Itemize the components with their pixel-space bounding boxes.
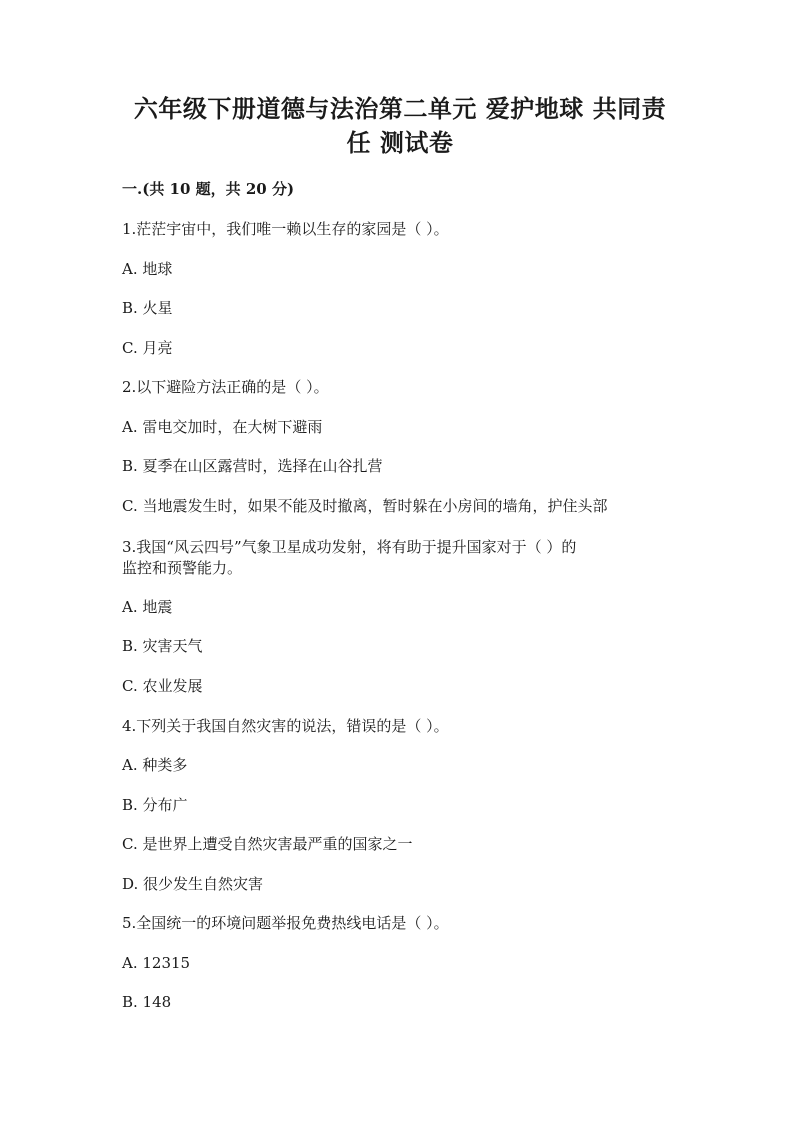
question-5-option-a: A. 12315 <box>122 954 191 972</box>
title-line-1: 六年级下册道德与法治第二单元 爱护地球 共同责 <box>133 94 667 123</box>
title-line-2: 任 测试卷 <box>346 128 454 157</box>
question-3-option-a: A. 地震 <box>122 598 173 616</box>
document-title <box>100 92 700 160</box>
question-4-option-b: B. 分布广 <box>122 796 188 814</box>
question-1-option-a: A. 地球 <box>122 260 173 278</box>
question-1-stem: 1.茫茫宇宙中，我们唯一赖以生存的家园是（ ）。 <box>122 220 449 238</box>
question-4-option-d: D. 很少发生自然灾害 <box>122 875 264 893</box>
question-3-stem-line-2: 监控和预警能力。 <box>122 559 243 577</box>
question-5-option-b: B. 148 <box>122 993 172 1011</box>
question-1-option-c: C. 月亮 <box>122 339 173 357</box>
section-header: 一.(共 10 题，共 20 分) <box>122 180 295 198</box>
question-3-option-c: C. 农业发展 <box>122 677 203 695</box>
question-4-option-a: A. 种类多 <box>122 756 188 774</box>
question-4-option-c: C. 是世界上遭受自然灾害最严重的国家之一 <box>122 835 413 853</box>
question-1-option-b: B. 火星 <box>122 299 173 317</box>
question-3-option-b: B. 灾害天气 <box>122 637 203 655</box>
question-4-stem: 4.下列关于我国自然灾害的说法，错误的是（ ）。 <box>122 717 449 735</box>
question-2-option-b: B. 夏季在山区露营时，选择在山谷扎营 <box>122 457 383 475</box>
question-5-stem: 5.全国统一的环境问题举报免费热线电话是（ ）。 <box>122 914 449 932</box>
question-2-stem: 2.以下避险方法正确的是（ ）。 <box>122 378 329 396</box>
question-2-option-c: C. 当地震发生时，如果不能及时撤离，暂时躲在小房间的墙角，护住头部 <box>122 497 608 515</box>
question-3-stem-line-1: 3.我国“风云四号”气象卫星成功发射，将有助于提升国家对于（ ）的 <box>122 538 577 556</box>
question-2-option-a: A. 雷电交加时，在大树下避雨 <box>122 418 323 436</box>
